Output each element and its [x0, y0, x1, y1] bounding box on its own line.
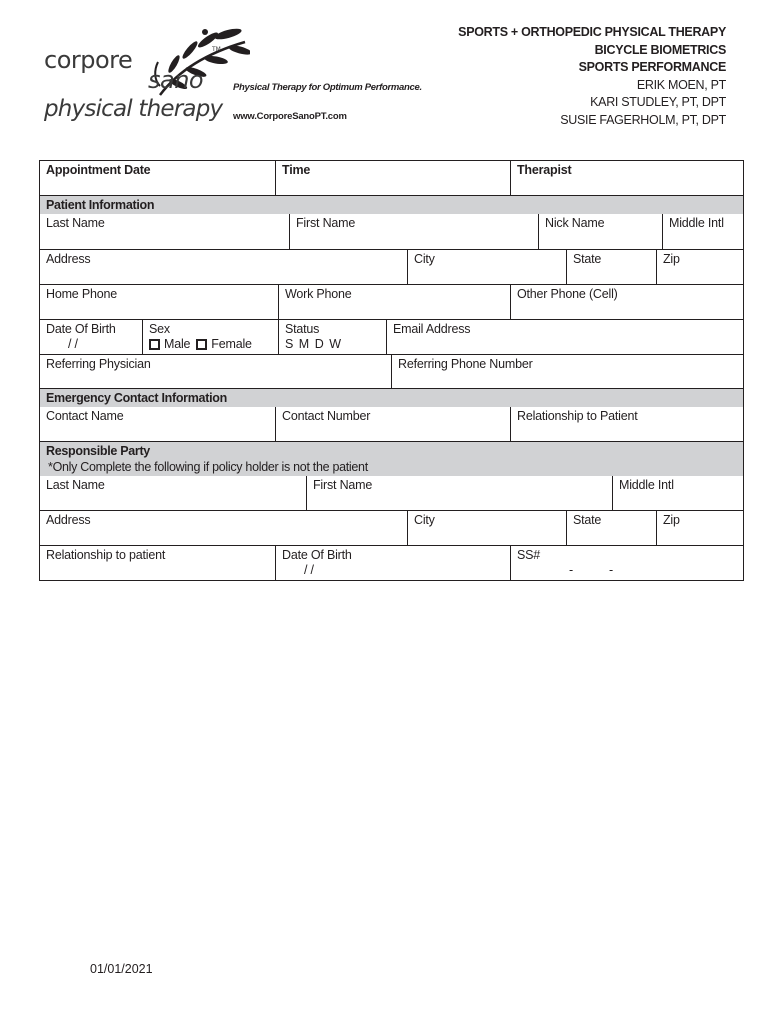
time-field[interactable]	[275, 161, 510, 195]
status-field[interactable]	[278, 320, 386, 354]
logo-word-physical-therapy: physical therapy	[44, 96, 223, 122]
intake-form	[39, 160, 744, 581]
trademark-mark: TM	[212, 46, 221, 53]
service-line: SPORTS PERFORMANCE	[578, 60, 726, 74]
email-field[interactable]	[386, 320, 743, 354]
first-name-label: First Name	[313, 478, 373, 492]
responsible-middle-initial-field[interactable]	[612, 476, 743, 510]
status-label: Status	[285, 322, 320, 336]
patient-nick-name-field[interactable]	[538, 214, 662, 249]
responsible-state-field[interactable]	[566, 511, 656, 545]
ssn-format: - -	[569, 563, 613, 577]
contact-name-label: Contact Name	[46, 409, 124, 423]
zip-label: Zip	[663, 252, 680, 266]
referring-physician-label: Referring Physician	[46, 357, 151, 371]
staff-line: SUSIE FAGERHOLM, PT, DPT	[560, 112, 726, 127]
work-phone-field[interactable]	[278, 285, 510, 319]
service-line: SPORTS + ORTHOPEDIC PHYSICAL THERAPY	[458, 25, 726, 39]
middle-initial-label: Middle Intl	[669, 216, 724, 230]
tagline: Physical Therapy for Optimum Performance.	[233, 82, 422, 93]
therapist-field[interactable]	[510, 161, 743, 195]
last-name-label: Last Name	[46, 478, 105, 492]
emergency-heading	[39, 389, 744, 407]
appointment-row	[39, 160, 744, 196]
patient-info-heading: Patient Information	[39, 196, 744, 214]
ssn-label: SS#	[517, 548, 541, 562]
therapist-label: Therapist	[517, 163, 572, 177]
emergency-row	[39, 407, 744, 442]
state-label: State	[573, 252, 602, 266]
responsible-dob-field[interactable]	[275, 546, 510, 580]
responsible-first-name-field[interactable]	[306, 476, 612, 510]
dob-format: / /	[68, 337, 78, 351]
referring-row	[39, 355, 744, 389]
responsible-name-row	[39, 476, 744, 511]
patient-first-name-field[interactable]	[289, 214, 538, 249]
city-label: City	[414, 513, 435, 527]
patient-address-field[interactable]	[40, 250, 407, 284]
responsible-heading	[39, 442, 744, 476]
patient-last-name-field[interactable]	[40, 214, 289, 249]
emergency-heading-title: Emergency Contact Information	[46, 391, 227, 405]
contact-number-label: Contact Number	[282, 409, 371, 423]
dob-label: Date Of Birth	[282, 548, 352, 562]
time-label: Time	[282, 163, 311, 177]
sex-label: Sex	[149, 322, 170, 336]
city-label: City	[414, 252, 435, 266]
nick-name-label: Nick Name	[545, 216, 605, 230]
zip-label: Zip	[663, 513, 680, 527]
logo-word-corpore: corpore	[44, 46, 133, 74]
other-phone-field[interactable]	[510, 285, 743, 319]
appointment-date-field[interactable]	[40, 161, 275, 195]
website-url: www.CorporeSanoPT.com	[233, 111, 347, 122]
address-label: Address	[46, 252, 91, 266]
patient-city-field[interactable]	[407, 250, 566, 284]
dob-label: Date Of Birth	[46, 322, 116, 336]
referring-physician-field[interactable]	[40, 355, 391, 388]
company-logo	[40, 20, 240, 130]
address-label: Address	[46, 513, 91, 527]
patient-zip-field[interactable]	[656, 250, 743, 284]
responsible-ssn-field[interactable]	[510, 546, 743, 580]
male-checkbox[interactable]	[149, 339, 160, 350]
sex-field[interactable]	[142, 320, 278, 354]
appointment-date-label: Appointment Date	[46, 163, 151, 177]
logo-word-sano: sano	[148, 66, 204, 94]
home-phone-label: Home Phone	[46, 287, 117, 301]
state-label: State	[573, 513, 602, 527]
patient-dob-field[interactable]	[40, 320, 142, 354]
email-label: Email Address	[393, 322, 471, 336]
emergency-contact-name-field[interactable]	[40, 407, 275, 441]
first-name-label: First Name	[296, 216, 356, 230]
emergency-contact-number-field[interactable]	[275, 407, 510, 441]
responsible-address-row	[39, 511, 744, 546]
responsible-address-field[interactable]	[40, 511, 407, 545]
responsible-heading-title: Responsible Party	[46, 444, 150, 458]
middle-initial-label: Middle Intl	[619, 478, 674, 492]
dob-format: / /	[304, 563, 314, 577]
form-revision-date: 01/01/2021	[90, 962, 153, 976]
female-checkbox[interactable]	[196, 339, 207, 350]
responsible-note: *Only Complete the following if policy holder is not the patient	[48, 460, 368, 474]
responsible-relationship-row	[39, 546, 744, 581]
other-phone-label: Other Phone (Cell)	[517, 287, 618, 301]
male-label: Male	[164, 337, 191, 351]
last-name-label: Last Name	[46, 216, 105, 230]
staff-line: ERIK MOEN, PT	[636, 77, 726, 92]
responsible-zip-field[interactable]	[656, 511, 743, 545]
relationship-label: Relationship to patient	[46, 548, 166, 562]
patient-middle-initial-field[interactable]	[662, 214, 743, 249]
responsible-city-field[interactable]	[407, 511, 566, 545]
patient-dob-row	[39, 320, 744, 355]
patient-state-field[interactable]	[566, 250, 656, 284]
referring-phone-label: Referring Phone Number	[398, 357, 533, 371]
emergency-relationship-field[interactable]	[510, 407, 743, 441]
patient-address-row	[39, 250, 744, 285]
home-phone-field[interactable]	[40, 285, 278, 319]
responsible-relationship-field[interactable]	[40, 546, 275, 580]
practice-header	[458, 24, 726, 129]
relationship-label: Relationship to Patient	[517, 409, 638, 423]
female-label: Female	[211, 337, 252, 351]
patient-phone-row	[39, 285, 744, 320]
service-line: BICYCLE BIOMETRICS	[594, 42, 726, 57]
status-options: S M D W	[285, 337, 342, 351]
responsible-last-name-field[interactable]	[40, 476, 306, 510]
work-phone-label: Work Phone	[285, 287, 352, 301]
referring-phone-field[interactable]	[391, 355, 743, 388]
staff-line: KARI STUDLEY, PT, DPT	[590, 95, 726, 109]
patient-name-row	[39, 214, 744, 250]
